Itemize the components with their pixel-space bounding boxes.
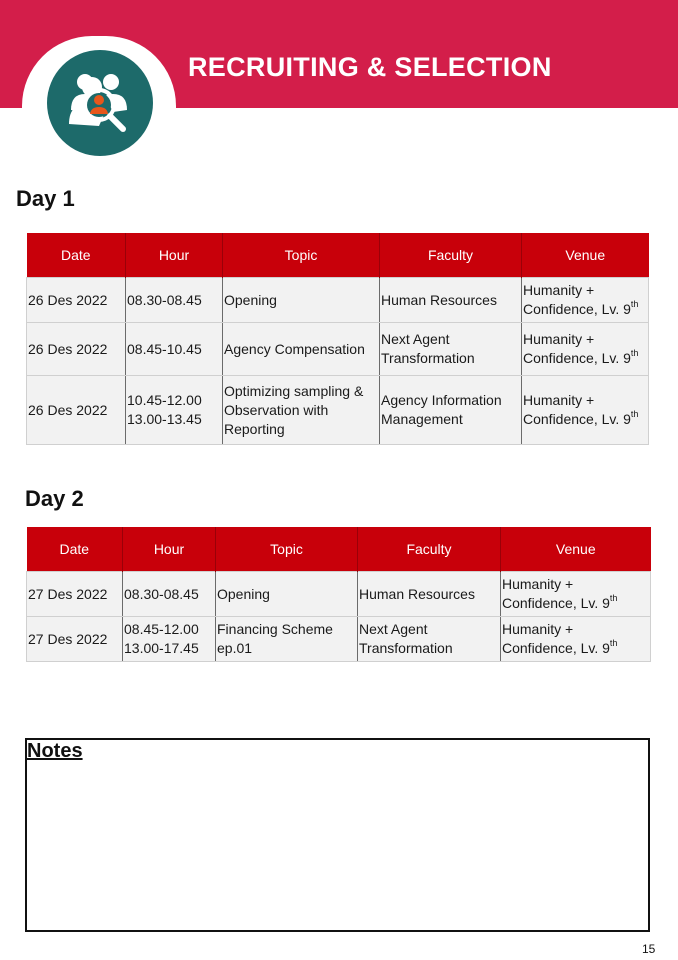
- topic-cell: [223, 278, 380, 323]
- col-header-date: Date: [27, 527, 123, 572]
- cell-line: [124, 620, 214, 639]
- date-cell: [27, 617, 123, 662]
- cell-text: Next Agent: [359, 621, 428, 637]
- faculty-cell: [358, 617, 501, 662]
- cell-line: [381, 330, 520, 349]
- cell-line: [523, 281, 647, 300]
- col-header-topic: Topic: [223, 233, 380, 278]
- topic-cell: [223, 376, 380, 445]
- cell-text: Optimizing sampling &: [224, 382, 364, 399]
- cell-line: [502, 620, 649, 639]
- faculty-cell: [380, 376, 522, 445]
- cell-text: Observation with: [224, 401, 329, 418]
- cell-line: [127, 340, 221, 359]
- cell-line: [523, 330, 647, 349]
- cell-text: Opening: [217, 585, 270, 602]
- cell-line: [381, 410, 520, 429]
- topic-cell: [216, 617, 358, 662]
- day1-schedule-table: [26, 233, 649, 445]
- people-search-icon: [47, 50, 153, 156]
- cell-line: [224, 291, 378, 310]
- cell-line: [224, 340, 378, 359]
- col-header-hour: Hour: [126, 233, 223, 278]
- ordinal-suffix: th: [630, 409, 639, 420]
- date-cell: [27, 572, 123, 617]
- table-row: [27, 572, 651, 617]
- ordinal-suffix: th: [630, 348, 639, 359]
- cell-line: [127, 291, 221, 310]
- table-row: [27, 323, 649, 376]
- cell-text: 26 Des 2022: [28, 291, 108, 308]
- hour-cell: [126, 323, 223, 376]
- venue-cell: [522, 323, 649, 376]
- cell-line: [127, 410, 221, 429]
- cell-line: [523, 349, 647, 368]
- day2-heading: Day 2: [25, 486, 84, 511]
- date-cell: [27, 323, 126, 376]
- cell-text: Agency Information: [381, 392, 502, 408]
- cell-line: [224, 382, 378, 401]
- col-header-faculty: Faculty: [358, 527, 501, 572]
- day1-table-body: [27, 278, 649, 445]
- faculty-cell: [358, 572, 501, 617]
- cell-text: Humanity +: [523, 282, 595, 298]
- table-row: [27, 376, 649, 445]
- cell-text: 27 Des 2022: [28, 585, 108, 602]
- cell-text: ep.01: [217, 640, 253, 656]
- topic-cell: [216, 572, 358, 617]
- logo: [47, 50, 153, 156]
- col-header-date: Date: [27, 233, 126, 278]
- date-cell: [27, 376, 126, 445]
- cell-text: 08.30-08.45: [124, 585, 199, 602]
- table-header-row: [27, 527, 651, 572]
- venue-cell: [501, 572, 651, 617]
- cell-text: 08.30-08.45: [127, 291, 202, 308]
- table-header-row: [27, 233, 649, 278]
- cell-line: [502, 639, 649, 658]
- cell-line: [381, 291, 520, 310]
- cell-line: [124, 639, 214, 658]
- cell-text: 08.45-12.00: [124, 621, 199, 637]
- cell-line: [359, 620, 499, 639]
- day2-table-body: [27, 572, 651, 662]
- ordinal-suffix: th: [609, 593, 618, 604]
- cell-text: Humanity +: [523, 392, 595, 408]
- day2-schedule-table: [26, 527, 651, 662]
- cell-line: [217, 620, 356, 639]
- cell-text: Humanity +: [502, 621, 574, 637]
- hour-cell: [126, 278, 223, 323]
- cell-text: Confidence, Lv. 9: [502, 595, 610, 611]
- cell-line: [217, 585, 356, 604]
- cell-text: 10.45-12.00: [127, 392, 202, 408]
- cell-text: 08.45-10.45: [127, 340, 202, 357]
- col-header-venue: Venue: [522, 233, 649, 278]
- day1-heading: Day 1: [16, 186, 75, 211]
- cell-text: Confidence, Lv. 9: [523, 411, 631, 427]
- venue-cell: [522, 376, 649, 445]
- cell-text: Humanity +: [502, 576, 574, 592]
- cell-line: [359, 639, 499, 658]
- cell-line: [224, 401, 378, 420]
- col-header-hour: Hour: [123, 527, 216, 572]
- venue-cell: [522, 278, 649, 323]
- venue-cell: [501, 617, 651, 662]
- cell-line: [124, 585, 214, 604]
- cell-text: Transformation: [381, 350, 475, 366]
- cell-text: Management: [381, 411, 463, 427]
- faculty-cell: [380, 323, 522, 376]
- table-row: [27, 278, 649, 323]
- cell-line: [502, 575, 649, 594]
- cell-line: [381, 391, 520, 410]
- col-header-faculty: Faculty: [380, 233, 522, 278]
- cell-text: Human Resources: [359, 585, 475, 602]
- cell-text: Confidence, Lv. 9: [523, 301, 631, 317]
- cell-text: Reporting: [224, 420, 285, 437]
- cell-line: [523, 410, 647, 429]
- cell-line: [217, 639, 356, 658]
- page-title: RECRUITING & SELECTION: [188, 52, 552, 82]
- cell-text: Opening: [224, 291, 277, 308]
- cell-text: Transformation: [359, 640, 453, 656]
- table-row: [27, 617, 651, 662]
- page-number: 15: [642, 942, 656, 956]
- cell-line: [127, 391, 221, 410]
- cell-line: [381, 349, 520, 368]
- cell-text: 27 Des 2022: [28, 630, 108, 647]
- hour-cell: [123, 572, 216, 617]
- cell-text: 13.00-17.45: [124, 640, 199, 656]
- cell-text: Humanity +: [523, 331, 595, 347]
- hour-cell: [126, 376, 223, 445]
- notes-title: Notes: [27, 740, 83, 762]
- cell-text: Financing Scheme: [217, 621, 333, 637]
- cell-text: Confidence, Lv. 9: [502, 640, 610, 656]
- faculty-cell: [380, 278, 522, 323]
- date-cell: [27, 278, 126, 323]
- ordinal-suffix: th: [609, 638, 618, 649]
- col-header-topic: Topic: [216, 527, 358, 572]
- cell-text: 13.00-13.45: [127, 411, 202, 427]
- cell-text: Next Agent: [381, 331, 450, 347]
- cell-text: Confidence, Lv. 9: [523, 350, 631, 366]
- cell-line: [502, 594, 649, 613]
- cell-line: [359, 585, 499, 604]
- cell-line: [224, 420, 378, 439]
- cell-line: [523, 300, 647, 319]
- topic-cell: [223, 323, 380, 376]
- cell-text: Agency Compensation: [224, 340, 365, 357]
- hour-cell: [123, 617, 216, 662]
- cell-line: [523, 391, 647, 410]
- col-header-venue: Venue: [501, 527, 651, 572]
- cell-text: 26 Des 2022: [28, 340, 108, 357]
- ordinal-suffix: th: [630, 299, 639, 310]
- cell-text: Human Resources: [381, 291, 497, 308]
- cell-text: 26 Des 2022: [28, 401, 108, 418]
- notes-box[interactable]: [25, 738, 650, 932]
